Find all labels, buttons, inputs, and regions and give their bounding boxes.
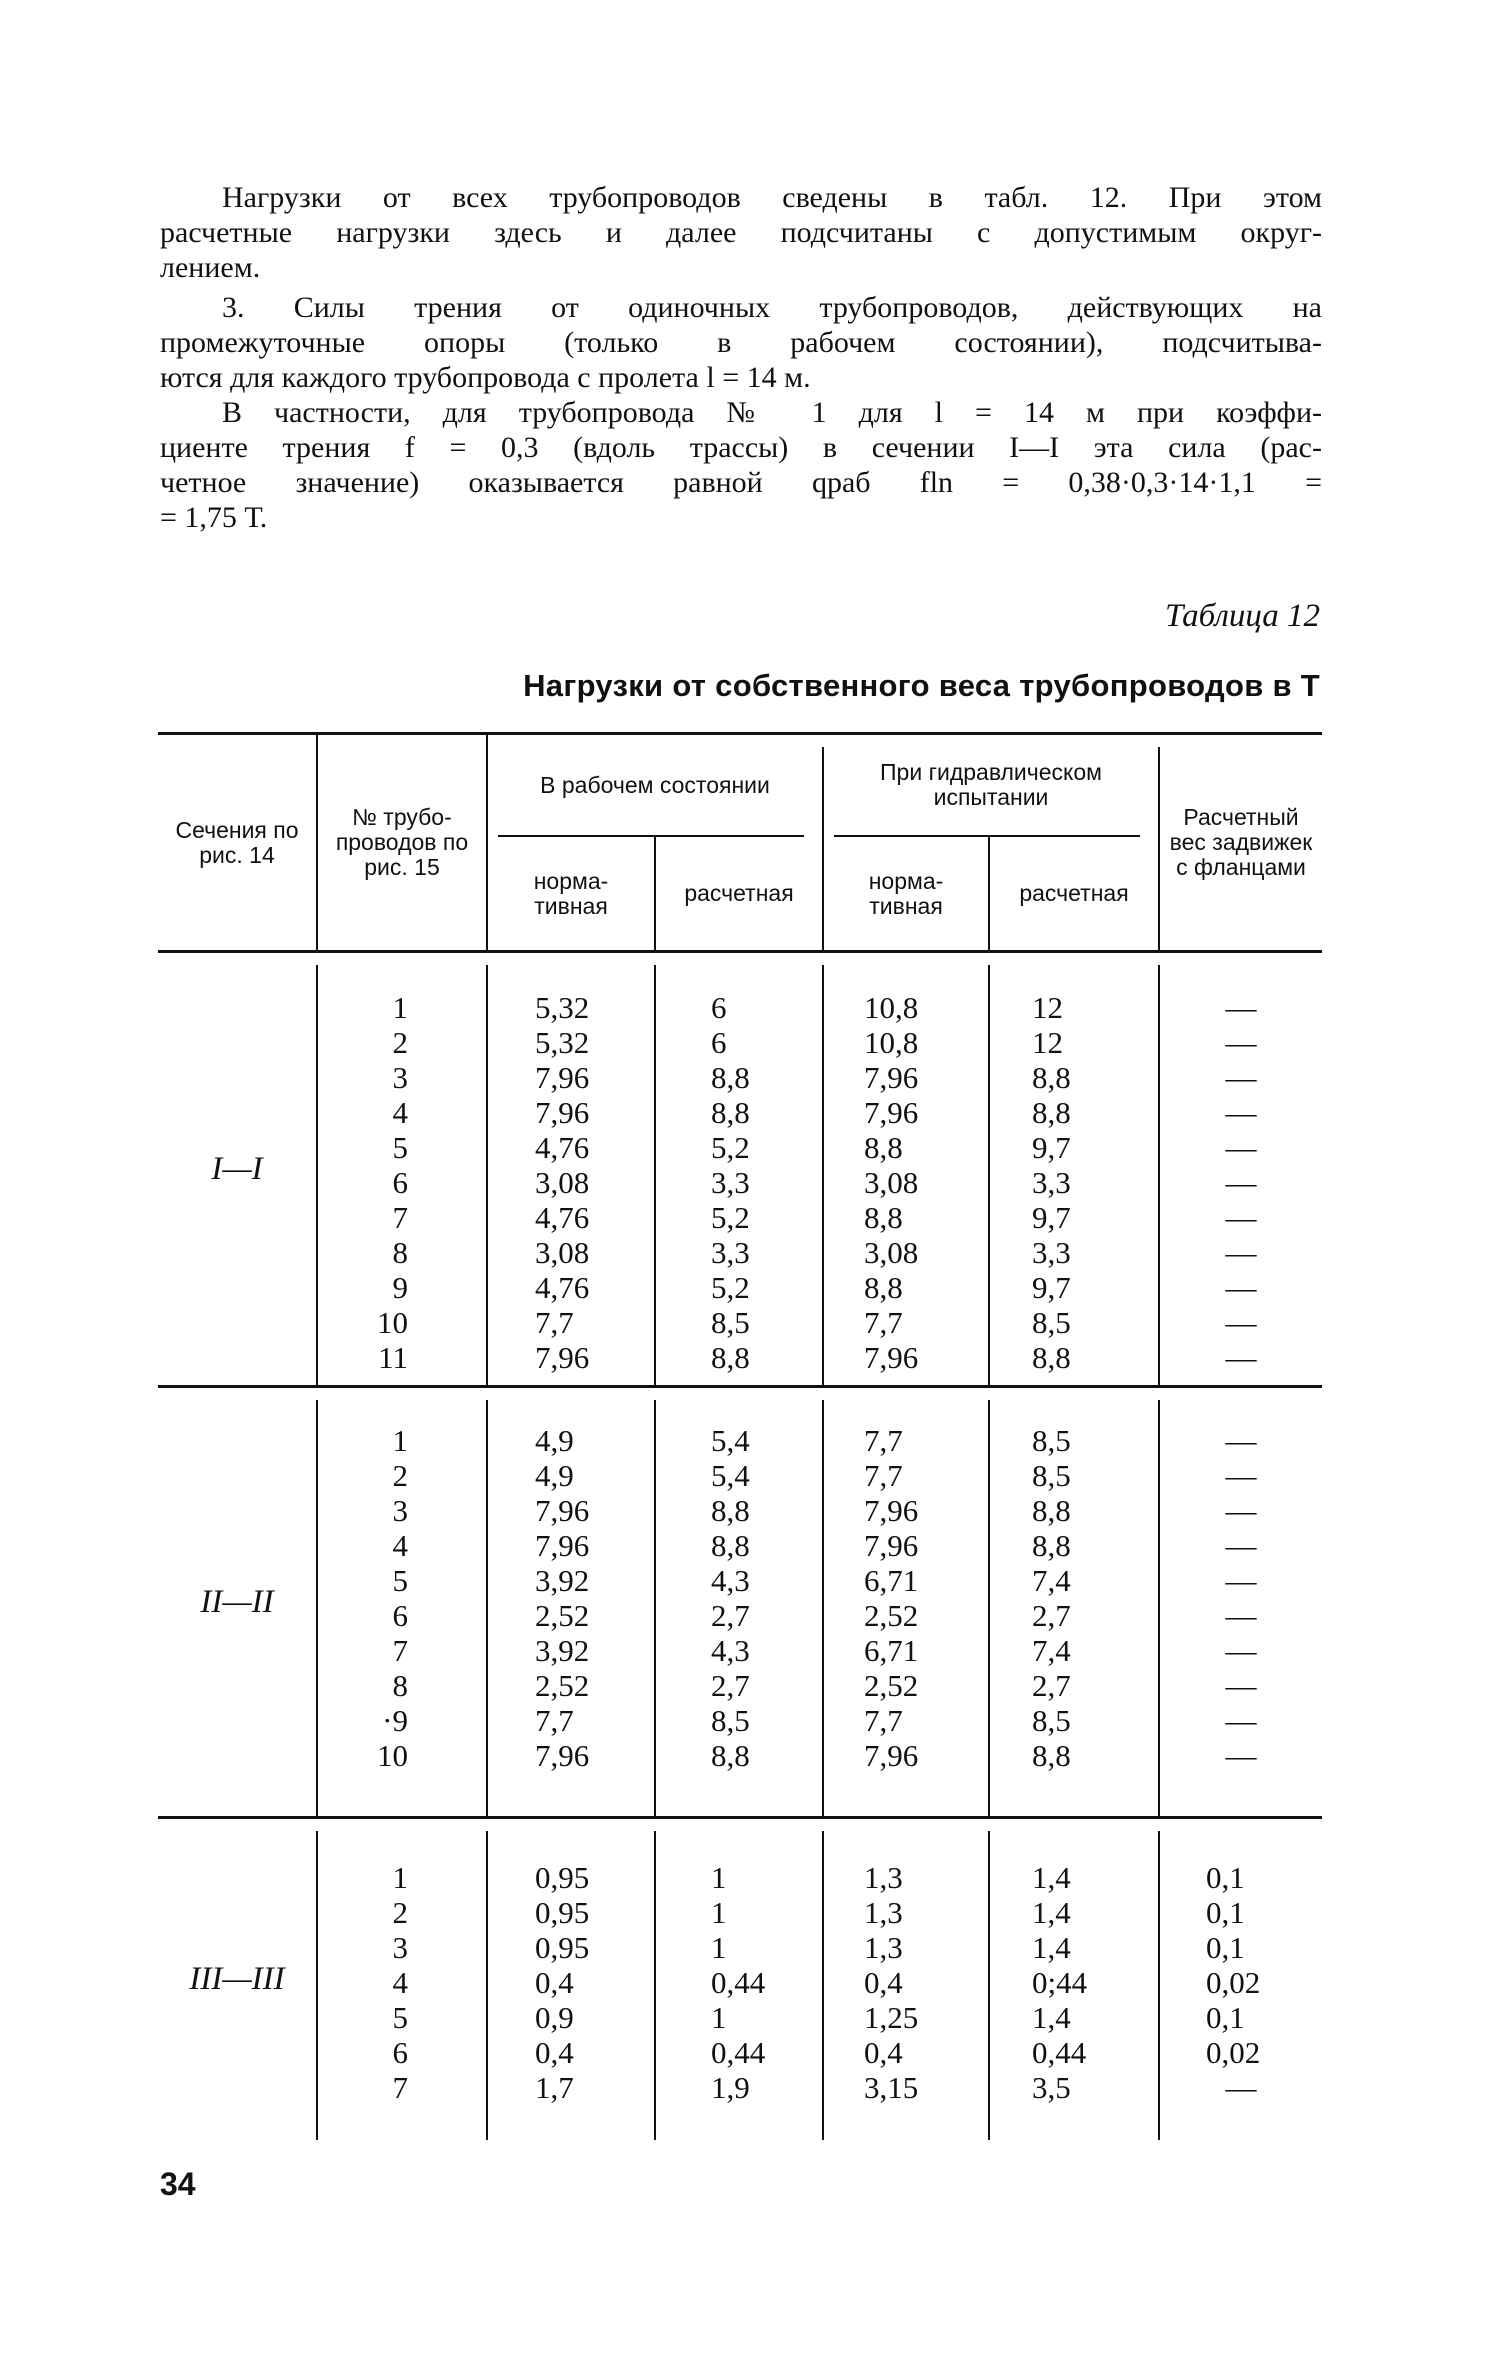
cell-valves: — bbox=[1225, 2070, 1257, 2105]
cell-hydro-norm: 7,96 bbox=[864, 1340, 919, 1375]
header-hydro-design: расчетная bbox=[1019, 880, 1129, 906]
cell-pipe-no: 10 bbox=[377, 1305, 408, 1340]
cell-hydro-norm: 7,96 bbox=[864, 1738, 919, 1773]
cell-valves: — bbox=[1225, 1270, 1257, 1305]
cell-hydro-norm: 7,96 bbox=[864, 1095, 919, 1130]
cell-pipe-no: 4 bbox=[392, 1528, 408, 1563]
cell-valves: — bbox=[1225, 1668, 1257, 1703]
cell-pipe-no: 7 bbox=[392, 1200, 408, 1235]
cell-work-design: 5,2 bbox=[711, 1130, 750, 1165]
cell-work-design: 8,8 bbox=[711, 1060, 750, 1095]
header-work-normative: норма-тивная bbox=[533, 867, 609, 919]
cell-work-design: 1 bbox=[711, 2000, 727, 2035]
cell-hydro-design: 3,3 bbox=[1032, 1165, 1071, 1200]
text-line: циенте трения f = 0,3 (вдоль трассы) в сечении I—I эта сила (рас- bbox=[160, 431, 1322, 464]
cell-hydro-design: 7,4 bbox=[1032, 1563, 1071, 1598]
paragraph bbox=[160, 290, 1322, 395]
loads-table bbox=[158, 732, 1322, 2140]
cell-valves: — bbox=[1225, 1305, 1257, 1340]
cell-work-design: 0,44 bbox=[711, 1965, 766, 2000]
cell-valves: — bbox=[1225, 1130, 1257, 1165]
cell-hydro-norm: 6,71 bbox=[864, 1563, 919, 1598]
cell-hydro-norm: 3,08 bbox=[864, 1235, 919, 1270]
column-work-design bbox=[656, 953, 822, 1385]
cell-work-norm: 7,96 bbox=[535, 1528, 590, 1563]
cell-work-design: 4,3 bbox=[711, 1563, 750, 1598]
cell-hydro-norm: 0,4 bbox=[864, 2035, 903, 2070]
column-valves bbox=[1160, 953, 1322, 1385]
cell-hydro-norm: 3,08 bbox=[864, 1165, 919, 1200]
cell-pipe-no: 9 bbox=[392, 1270, 408, 1305]
header-hydro: При гидравлическом испытании bbox=[880, 759, 1102, 810]
column-valves bbox=[1160, 1819, 1322, 2140]
cell-hydro-design: 1,4 bbox=[1032, 1860, 1071, 1895]
cell-work-norm: 0,95 bbox=[535, 1930, 590, 1965]
table-section bbox=[158, 953, 1322, 1388]
text-line: ются для каждого трубопровода с пролета l = 14 м. bbox=[160, 361, 811, 394]
cell-pipe-no: 4 bbox=[392, 1965, 408, 2000]
cell-hydro-norm: 7,96 bbox=[864, 1493, 919, 1528]
cell-work-design: 2,7 bbox=[711, 1668, 750, 1703]
cell-pipe-no: 1 bbox=[392, 1860, 408, 1895]
cell-hydro-norm: 1,3 bbox=[864, 1860, 903, 1895]
cell-work-norm: 1,7 bbox=[535, 2070, 574, 2105]
text-line: лением. bbox=[160, 251, 261, 284]
column-hydro-norm bbox=[824, 953, 988, 1385]
cell-valves: — bbox=[1225, 1095, 1257, 1130]
section-label: III—III bbox=[189, 1961, 285, 1997]
header-work-design: расчетная bbox=[684, 880, 794, 906]
table-caption: Таблица 12 bbox=[1165, 598, 1320, 634]
cell-hydro-norm: 2,52 bbox=[864, 1598, 919, 1633]
cell-work-norm: 7,96 bbox=[535, 1060, 590, 1095]
cell-hydro-norm: 7,7 bbox=[864, 1703, 903, 1738]
cell-hydro-norm: 6,71 bbox=[864, 1633, 919, 1668]
cell-hydro-design: 0,44 bbox=[1032, 2035, 1087, 2070]
cell-valves: 0,1 bbox=[1206, 1860, 1245, 1895]
cell-hydro-norm: 1,3 bbox=[864, 1895, 903, 1930]
cell-hydro-design: 8,8 bbox=[1032, 1340, 1071, 1375]
cell-pipe-no: 5 bbox=[392, 1130, 408, 1165]
header-section: Сечения по рис. 14 bbox=[175, 816, 299, 868]
cell-pipe-no: 10 bbox=[377, 1738, 408, 1773]
cell-valves: — bbox=[1225, 1528, 1257, 1563]
cell-work-norm: 4,76 bbox=[535, 1200, 590, 1235]
cell-hydro-design: 8,5 bbox=[1032, 1703, 1071, 1738]
cell-work-norm: 7,96 bbox=[535, 1340, 590, 1375]
cell-valves: 0,1 bbox=[1206, 1930, 1245, 1965]
cell-hydro-norm: 10,8 bbox=[864, 1025, 919, 1060]
cell-work-design: 8,8 bbox=[711, 1095, 750, 1130]
cell-valves: — bbox=[1225, 1025, 1257, 1060]
column-work-norm bbox=[488, 1388, 654, 1816]
cell-valves: — bbox=[1225, 1165, 1257, 1200]
cell-hydro-design: 3,5 bbox=[1032, 2070, 1071, 2105]
column-hydro-design bbox=[990, 1819, 1158, 2140]
text-line: = 1,75 Т. bbox=[160, 501, 268, 534]
cell-hydro-norm: 7,96 bbox=[864, 1528, 919, 1563]
cell-pipe-no: 3 bbox=[392, 1060, 408, 1095]
cell-hydro-design: 2,7 bbox=[1032, 1668, 1071, 1703]
cell-pipe-no: 1 bbox=[392, 1423, 408, 1458]
cell-pipe-no: 4 bbox=[392, 1095, 408, 1130]
cell-work-design: 8,8 bbox=[711, 1493, 750, 1528]
cell-work-norm: 7,96 bbox=[535, 1493, 590, 1528]
column-valves bbox=[1160, 1388, 1322, 1816]
cell-hydro-design: 8,8 bbox=[1032, 1060, 1071, 1095]
cell-hydro-norm: 7,7 bbox=[864, 1458, 903, 1493]
cell-hydro-design: 9,7 bbox=[1032, 1130, 1071, 1165]
cell-pipe-no: 2 bbox=[392, 1458, 408, 1493]
cell-hydro-design: 8,8 bbox=[1032, 1493, 1071, 1528]
cell-work-design: 8,5 bbox=[711, 1305, 750, 1340]
cell-work-design: 5,2 bbox=[711, 1200, 750, 1235]
column-pipe-no bbox=[318, 1819, 486, 2140]
cell-hydro-norm: 7,96 bbox=[864, 1060, 919, 1095]
cell-hydro-design: 8,8 bbox=[1032, 1528, 1071, 1563]
cell-hydro-norm: 1,25 bbox=[864, 2000, 919, 2035]
cell-hydro-design: 8,5 bbox=[1032, 1423, 1071, 1458]
cell-hydro-design: 0;44 bbox=[1032, 1965, 1088, 2000]
cell-hydro-design: 8,5 bbox=[1032, 1458, 1071, 1493]
column-hydro-design bbox=[990, 1388, 1158, 1816]
cell-hydro-norm: 8,8 bbox=[864, 1270, 903, 1305]
cell-hydro-norm: 8,8 bbox=[864, 1130, 903, 1165]
cell-work-norm: 7,96 bbox=[535, 1738, 590, 1773]
column-pipe-no bbox=[318, 953, 486, 1385]
cell-pipe-no: 8 bbox=[392, 1668, 408, 1703]
cell-work-norm: 3,92 bbox=[535, 1563, 590, 1598]
text-line: В частности, для трубопровода № 1 для l = 14 м при коэффи- bbox=[222, 396, 1322, 429]
column-work-design bbox=[656, 1819, 822, 2140]
cell-valves: — bbox=[1225, 1235, 1257, 1270]
cell-valves: — bbox=[1225, 1060, 1257, 1095]
cell-work-norm: 4,76 bbox=[535, 1270, 590, 1305]
cell-pipe-no: 11 bbox=[378, 1340, 408, 1375]
cell-valves: — bbox=[1225, 1563, 1257, 1598]
cell-work-design: 8,8 bbox=[711, 1340, 750, 1375]
column-hydro-norm bbox=[824, 1388, 988, 1816]
cell-hydro-norm: 1,3 bbox=[864, 1930, 903, 1965]
text-line: четное значение) оказывается равной qраб fln = 0,38·0,3·14·1,1 = bbox=[160, 466, 1322, 499]
cell-hydro-norm: 7,7 bbox=[864, 1423, 903, 1458]
cell-work-norm: 4,9 bbox=[535, 1458, 574, 1493]
table-body bbox=[158, 953, 1322, 2140]
cell-work-norm: 2,52 bbox=[535, 1598, 590, 1633]
cell-work-design: 3,3 bbox=[711, 1165, 750, 1200]
page-number: 34 bbox=[160, 2166, 196, 2202]
cell-hydro-design: 12 bbox=[1032, 990, 1063, 1025]
text-line: Нагрузки от всех трубопроводов сведены в табл. 12. При этом bbox=[222, 181, 1322, 214]
cell-pipe-no: 3 bbox=[392, 1493, 408, 1528]
cell-valves: — bbox=[1225, 1738, 1257, 1773]
cell-valves: 0,02 bbox=[1206, 1965, 1261, 2000]
cell-pipe-no: 3 bbox=[392, 1930, 408, 1965]
cell-valves: — bbox=[1225, 1703, 1257, 1738]
section-label: I—I bbox=[211, 1150, 263, 1187]
cell-pipe-no: 7 bbox=[392, 2070, 408, 2105]
cell-work-design: 1 bbox=[711, 1895, 727, 1930]
cell-hydro-design: 8,8 bbox=[1032, 1095, 1071, 1130]
cell-hydro-design: 8,5 bbox=[1032, 1305, 1071, 1340]
cell-valves: — bbox=[1225, 1200, 1257, 1235]
cell-valves: — bbox=[1225, 1458, 1257, 1493]
cell-hydro-design: 12 bbox=[1032, 1025, 1063, 1060]
table-section bbox=[158, 1819, 1322, 2140]
cell-work-design: 6 bbox=[711, 990, 727, 1025]
header-pipe-no: № трубо-проводов по рис. 15 bbox=[335, 804, 469, 880]
cell-pipe-no: 8 bbox=[392, 1235, 408, 1270]
cell-pipe-no: 6 bbox=[392, 2035, 408, 2070]
text-line: промежуточные опоры (только в рабочем состоянии), подсчитыва- bbox=[160, 326, 1322, 359]
cell-hydro-norm: 0,4 bbox=[864, 1965, 903, 2000]
cell-work-design: 1 bbox=[711, 1860, 727, 1895]
header-hydro-normative: норма-тивная bbox=[868, 867, 944, 919]
cell-hydro-design: 1,4 bbox=[1032, 2000, 1071, 2035]
cell-work-design: 3,3 bbox=[711, 1235, 750, 1270]
cell-valves: — bbox=[1225, 1340, 1257, 1375]
cell-hydro-norm: 7,7 bbox=[864, 1305, 903, 1340]
cell-work-norm: 7,7 bbox=[535, 1305, 574, 1340]
column-work-norm bbox=[488, 953, 654, 1385]
table-section bbox=[158, 1388, 1322, 1819]
table-title: Нагрузки от собственного веса трубопроводов в Т bbox=[523, 668, 1320, 703]
header-valves: Расчетный вес задвижек с фланцами bbox=[1169, 804, 1313, 880]
cell-hydro-design: 3,3 bbox=[1032, 1235, 1071, 1270]
cell-work-design: 1,9 bbox=[711, 2070, 750, 2105]
column-work-norm bbox=[488, 1819, 654, 2140]
cell-valves: 0,1 bbox=[1206, 2000, 1245, 2035]
column-work-design bbox=[656, 1388, 822, 1816]
column-pipe-no bbox=[318, 1388, 486, 1816]
cell-work-design: 0,44 bbox=[711, 2035, 766, 2070]
cell-work-norm: 4,9 bbox=[535, 1423, 574, 1458]
cell-work-design: 8,8 bbox=[711, 1528, 750, 1563]
cell-pipe-no: 5 bbox=[392, 2000, 408, 2035]
cell-work-design: 5,4 bbox=[711, 1423, 750, 1458]
cell-work-norm: 0,9 bbox=[535, 2000, 574, 2035]
cell-hydro-norm: 3,15 bbox=[864, 2070, 919, 2105]
column-divider bbox=[316, 735, 318, 950]
cell-work-norm: 5,32 bbox=[535, 990, 590, 1025]
cell-valves: — bbox=[1225, 1493, 1257, 1528]
cell-pipe-no: 2 bbox=[392, 1025, 408, 1060]
cell-pipe-no: ·9 bbox=[382, 1703, 408, 1738]
cell-valves: 0,1 bbox=[1206, 1895, 1245, 1930]
table-header bbox=[158, 732, 1322, 953]
cell-pipe-no: 7 bbox=[392, 1633, 408, 1668]
cell-work-norm: 0,95 bbox=[535, 1895, 590, 1930]
cell-work-norm: 0,95 bbox=[535, 1860, 590, 1895]
cell-pipe-no: 6 bbox=[392, 1165, 408, 1200]
paragraph bbox=[160, 395, 1322, 535]
cell-work-norm: 7,96 bbox=[535, 1095, 590, 1130]
cell-work-norm: 0,4 bbox=[535, 1965, 574, 2000]
cell-valves: — bbox=[1225, 1598, 1257, 1633]
header-working: В рабочем состоянии bbox=[540, 771, 770, 798]
cell-work-design: 2,7 bbox=[711, 1598, 750, 1633]
cell-work-norm: 2,52 bbox=[535, 1668, 590, 1703]
cell-valves: — bbox=[1225, 990, 1257, 1025]
cell-valves: 0,02 bbox=[1206, 2035, 1261, 2070]
cell-work-norm: 3,08 bbox=[535, 1165, 590, 1200]
cell-work-norm: 3,08 bbox=[535, 1235, 590, 1270]
cell-hydro-design: 7,4 bbox=[1032, 1633, 1071, 1668]
cell-hydro-design: 8,8 bbox=[1032, 1738, 1071, 1773]
cell-work-norm: 0,4 bbox=[535, 2035, 574, 2070]
cell-valves: — bbox=[1225, 1633, 1257, 1668]
cell-valves: — bbox=[1225, 1423, 1257, 1458]
cell-hydro-design: 2,7 bbox=[1032, 1598, 1071, 1633]
section-label: II—II bbox=[200, 1583, 274, 1620]
cell-work-design: 6 bbox=[711, 1025, 727, 1060]
text-line: расчетные нагрузки здесь и далее подсчитаны с допустимым округ- bbox=[160, 216, 1322, 249]
paragraph bbox=[160, 180, 1322, 285]
cell-work-norm: 3,92 bbox=[535, 1633, 590, 1668]
cell-hydro-norm: 2,52 bbox=[864, 1668, 919, 1703]
cell-pipe-no: 2 bbox=[392, 1895, 408, 1930]
column-hydro-design bbox=[990, 953, 1158, 1385]
cell-hydro-design: 1,4 bbox=[1032, 1930, 1071, 1965]
cell-work-norm: 5,32 bbox=[535, 1025, 590, 1060]
column-hydro-norm bbox=[824, 1819, 988, 2140]
cell-work-design: 4,3 bbox=[711, 1633, 750, 1668]
cell-work-design: 8,5 bbox=[711, 1703, 750, 1738]
cell-work-design: 5,2 bbox=[711, 1270, 750, 1305]
cell-pipe-no: 1 bbox=[392, 990, 408, 1025]
cell-work-norm: 4,76 bbox=[535, 1130, 590, 1165]
cell-work-design: 5,4 bbox=[711, 1458, 750, 1493]
cell-hydro-norm: 10,8 bbox=[864, 990, 919, 1025]
text-line: 3. Силы трения от одиночных трубопроводов, действующих на bbox=[222, 291, 1322, 324]
cell-hydro-design: 1,4 bbox=[1032, 1895, 1071, 1930]
cell-work-design: 8,8 bbox=[711, 1738, 750, 1773]
cell-hydro-norm: 8,8 bbox=[864, 1200, 903, 1235]
cell-hydro-design: 9,7 bbox=[1032, 1200, 1071, 1235]
cell-pipe-no: 6 bbox=[392, 1598, 408, 1633]
cell-work-norm: 7,7 bbox=[535, 1703, 574, 1738]
cell-hydro-design: 9,7 bbox=[1032, 1270, 1071, 1305]
cell-pipe-no: 5 bbox=[392, 1563, 408, 1598]
cell-work-design: 1 bbox=[711, 1930, 727, 1965]
